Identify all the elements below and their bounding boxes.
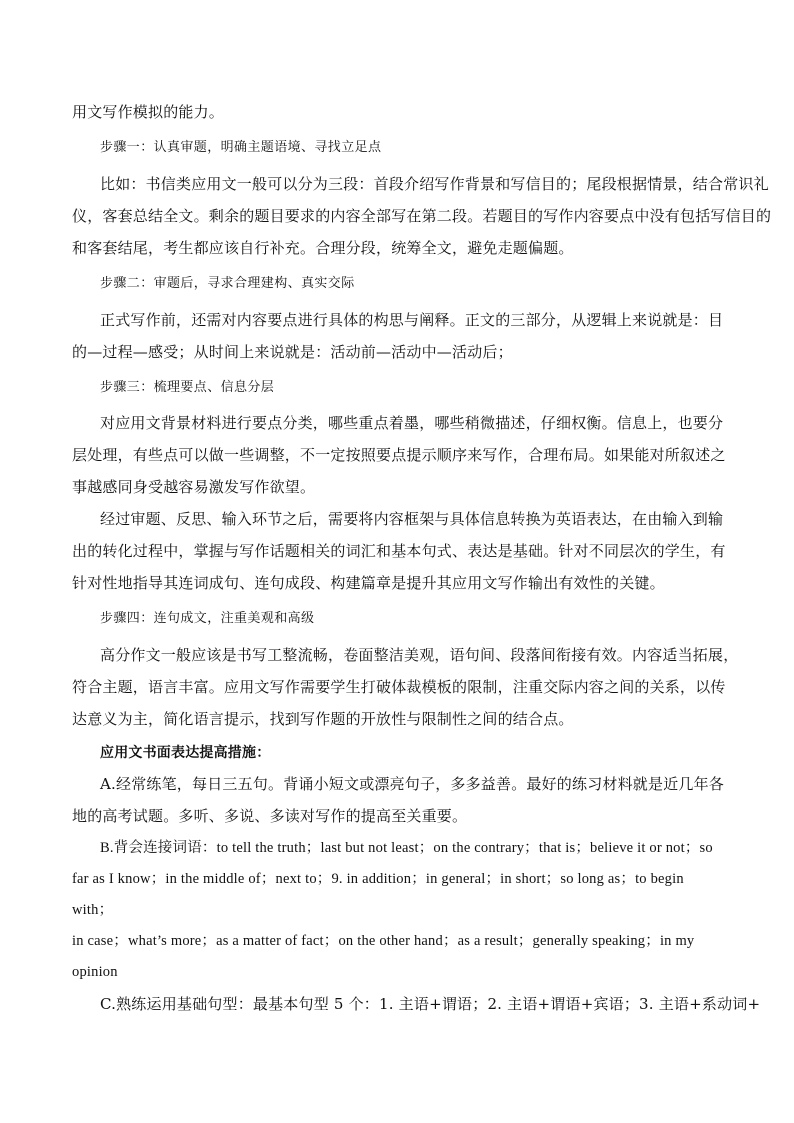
paragraph-line: 经过审题、反思、输入环节之后，需要将内容框架与具体信息转换为英语表达，在由输入到输: [100, 510, 724, 528]
paragraph-line: A.经常练笔，每日三五句。背诵小短文或漂亮句子，多多益善。最好的练习材料就是近几年各: [100, 775, 725, 793]
paragraph-line: 达意义为主，简化语言提示，找到写作题的开放性与限制性之间的结合点。: [72, 710, 574, 728]
step-three-heading: 步骤三：梳理要点、信息分层: [100, 380, 275, 395]
paragraph-line: 仪，客套总结全文。剩余的题目要求的内容全部写在第二段。若题目的写作内容要点中没有包括写信目的: [72, 207, 772, 225]
paragraph-line: 高分作文一般应该是书写工整流畅，卷面整洁美观，语句间、段落间衔接有效。内容适当拓展，: [100, 646, 739, 664]
paragraph-line: with；: [72, 902, 114, 918]
step-one-heading: 步骤一：认真审题，明确主题语境、寻找立足点: [100, 140, 382, 155]
paragraph-line: C.熟练运用基础句型：最基本句型 5 个：1. 主语+谓语；2. 主语+谓语+宾语；3. 主语+系动词+: [100, 995, 761, 1013]
paragraph-line: 针对性地指导其连词成句、连句成段、构建篇章是提升其应用文写作输出有效性的关键。: [72, 574, 665, 592]
paragraph-line: 对应用文背景材料进行要点分类，哪些重点着墨，哪些稍微描述，仔细权衡。信息上，也要分: [100, 414, 724, 432]
paragraph-line: 出的转化过程中，掌握与写作话题相关的词汇和基本句式、表达是基础。针对不同层次的学生，有: [72, 542, 726, 560]
paragraph-line: 比如：书信类应用文一般可以分为三段：首段介绍写作背景和写信目的；尾段根据情景，结合常识礼: [100, 175, 769, 193]
step-two-heading: 步骤二：审题后，寻求合理建构、真实交际: [100, 276, 355, 291]
step-four-heading: 步骤四：连句成文，注重美观和高级: [100, 611, 315, 626]
paragraph-line: 用文写作模拟的能力。: [72, 103, 225, 121]
paragraph-line: 地的高考试题。多听、多说、多读对写作的提高至关重要。: [72, 807, 468, 825]
paragraph-line: 层处理，有些点可以做一些调整，不一定按照要点提示顺序来写作，合理布局。如果能对所叙述之: [72, 446, 726, 464]
paragraph-line: 事越感同身受越容易激发写作欲望。: [72, 478, 316, 496]
paragraph-line: 的—过程—感受；从时间上来说就是：活动前—活动中—活动后；: [72, 343, 513, 361]
paragraph-line: B.背会连接词语：to tell the truth；last but not least；on the contrary；that is；believe it or not；so: [100, 840, 713, 856]
paragraph-line: opinion: [72, 964, 118, 980]
paragraph-line: 正式写作前，还需对内容要点进行具体的构思与阐释。正文的三部分，从逻辑上来说就是：目: [100, 311, 724, 329]
paragraph-line: far as I know；in the middle of；next to；9. in addition；in general；in short；so long as；to begin: [72, 871, 684, 887]
paragraph-line: 符合主题，语言丰富。应用文写作需要学生打破体裁模板的限制，注重交际内容之间的关系，以传: [72, 678, 726, 696]
measures-heading: 应用文书面表达提高措施：: [100, 745, 271, 761]
paragraph-line: in case；what’s more；as a matter of fact；on the other hand；as a result；generally speaking；in my: [72, 933, 695, 949]
paragraph-line: 和客套结尾，考生都应该自行补充。合理分段，统筹全文，避免走题偏题。: [72, 239, 574, 257]
